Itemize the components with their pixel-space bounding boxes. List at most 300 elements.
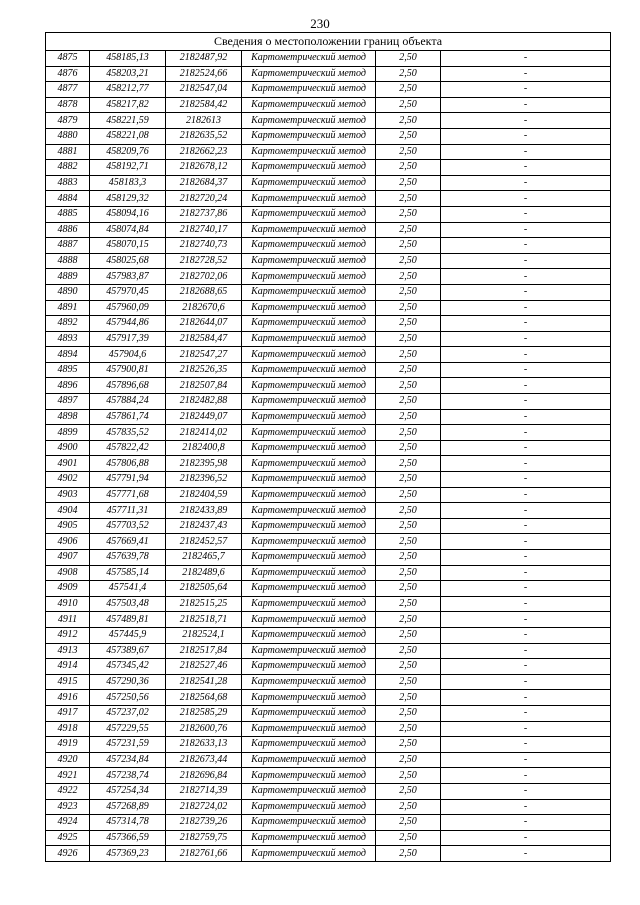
point-number-cell: 4924 [46,815,90,831]
method-cell: Картометрический метод [242,612,376,628]
x-coordinate-cell: 457229,55 [90,721,166,737]
table-row [46,518,611,534]
point-number-cell: 4883 [46,175,90,191]
method-cell: Картометрический метод [242,206,376,222]
description-cell: - [441,284,611,300]
method-cell: Картометрический метод [242,409,376,425]
table-row [46,799,611,815]
method-cell: Картометрический метод [242,284,376,300]
description-cell: - [441,113,611,129]
accuracy-cell: 2,50 [376,316,441,332]
x-coordinate-cell: 457861,74 [90,409,166,425]
description-cell: - [441,721,611,737]
y-coordinate-cell: 2182465,7 [166,550,242,566]
point-number-cell: 4908 [46,565,90,581]
method-cell: Картометрический метод [242,191,376,207]
x-coordinate-cell: 457238,74 [90,768,166,784]
description-cell: - [441,565,611,581]
y-coordinate-cell: 2182644,07 [166,316,242,332]
accuracy-cell: 2,50 [376,518,441,534]
method-cell: Картометрический метод [242,128,376,144]
x-coordinate-cell: 457445,9 [90,627,166,643]
point-number-cell: 4919 [46,737,90,753]
description-cell: - [441,144,611,160]
accuracy-cell: 2,50 [376,503,441,519]
point-number-cell: 4910 [46,596,90,612]
description-cell: - [441,394,611,410]
method-cell: Картометрический метод [242,425,376,441]
description-cell: - [441,51,611,67]
point-number-cell: 4879 [46,113,90,129]
point-number-cell: 4925 [46,830,90,846]
point-number-cell: 4917 [46,705,90,721]
accuracy-cell: 2,50 [376,362,441,378]
accuracy-cell: 2,50 [376,347,441,363]
point-number-cell: 4891 [46,300,90,316]
accuracy-cell: 2,50 [376,815,441,831]
accuracy-cell: 2,50 [376,752,441,768]
table-row [46,160,611,176]
table-row [46,97,611,113]
y-coordinate-cell: 2182759,75 [166,830,242,846]
y-coordinate-cell: 2182449,07 [166,409,242,425]
x-coordinate-cell: 457237,02 [90,705,166,721]
x-coordinate-cell: 457366,59 [90,830,166,846]
description-cell: - [441,581,611,597]
x-coordinate-cell: 457231,59 [90,737,166,753]
y-coordinate-cell: 2182737,86 [166,206,242,222]
method-cell: Картометрический метод [242,113,376,129]
accuracy-cell: 2,50 [376,659,441,675]
table-row [46,425,611,441]
table-row [46,581,611,597]
table-row [46,300,611,316]
point-number-cell: 4923 [46,799,90,815]
method-cell: Картометрический метод [242,472,376,488]
method-cell: Картометрический метод [242,362,376,378]
description-cell: - [441,347,611,363]
table-row [46,690,611,706]
description-cell: - [441,550,611,566]
point-number-cell: 4892 [46,316,90,332]
y-coordinate-cell: 2182489,6 [166,565,242,581]
table-row [46,440,611,456]
accuracy-cell: 2,50 [376,768,441,784]
accuracy-cell: 2,50 [376,534,441,550]
point-number-cell: 4914 [46,659,90,675]
accuracy-cell: 2,50 [376,238,441,254]
table-row [46,674,611,690]
table-row [46,550,611,566]
x-coordinate-cell: 457884,24 [90,394,166,410]
method-cell: Картометрический метод [242,269,376,285]
accuracy-cell: 2,50 [376,550,441,566]
table-row [46,487,611,503]
point-number-cell: 4882 [46,160,90,176]
method-cell: Картометрический метод [242,440,376,456]
y-coordinate-cell: 2182515,25 [166,596,242,612]
accuracy-cell: 2,50 [376,113,441,129]
accuracy-cell: 2,50 [376,643,441,659]
x-coordinate-cell: 457791,94 [90,472,166,488]
x-coordinate-cell: 457835,52 [90,425,166,441]
description-cell: - [441,815,611,831]
table-row [46,627,611,643]
method-cell: Картометрический метод [242,534,376,550]
description-cell: - [441,409,611,425]
table-row [46,534,611,550]
x-coordinate-cell: 457669,41 [90,534,166,550]
point-number-cell: 4909 [46,581,90,597]
description-cell: - [441,238,611,254]
y-coordinate-cell: 2182728,52 [166,253,242,269]
method-cell: Картометрический метод [242,144,376,160]
y-coordinate-cell: 2182518,71 [166,612,242,628]
table-row [46,51,611,67]
accuracy-cell: 2,50 [376,253,441,269]
description-cell: - [441,752,611,768]
y-coordinate-cell: 2182526,35 [166,362,242,378]
table-row [46,721,611,737]
table-row [46,362,611,378]
description-cell: - [441,253,611,269]
table-row [46,284,611,300]
table-row [46,175,611,191]
accuracy-cell: 2,50 [376,581,441,597]
method-cell: Картометрический метод [242,799,376,815]
point-number-cell: 4881 [46,144,90,160]
method-cell: Картометрический метод [242,783,376,799]
y-coordinate-cell: 2182761,66 [166,846,242,862]
y-coordinate-cell: 2182482,88 [166,394,242,410]
method-cell: Картометрический метод [242,705,376,721]
point-number-cell: 4913 [46,643,90,659]
table-row [46,191,611,207]
method-cell: Картометрический метод [242,581,376,597]
method-cell: Картометрический метод [242,487,376,503]
x-coordinate-cell: 458192,71 [90,160,166,176]
table-row [46,768,611,784]
table-row [46,456,611,472]
description-cell: - [441,456,611,472]
table-row [46,659,611,675]
accuracy-cell: 2,50 [376,222,441,238]
method-cell: Картометрический метод [242,550,376,566]
table-row [46,316,611,332]
y-coordinate-cell: 2182395,98 [166,456,242,472]
accuracy-cell: 2,50 [376,206,441,222]
point-number-cell: 4887 [46,238,90,254]
y-coordinate-cell: 2182696,84 [166,768,242,784]
table-row [46,565,611,581]
table-row [46,503,611,519]
point-number-cell: 4875 [46,51,90,67]
y-coordinate-cell: 2182414,02 [166,425,242,441]
y-coordinate-cell: 2182404,59 [166,487,242,503]
method-cell: Картометрический метод [242,721,376,737]
table-row [46,846,611,862]
description-cell: - [441,82,611,98]
y-coordinate-cell: 2182635,52 [166,128,242,144]
point-number-cell: 4896 [46,378,90,394]
point-number-cell: 4920 [46,752,90,768]
table-row [46,66,611,82]
point-number-cell: 4912 [46,627,90,643]
table-row [46,783,611,799]
y-coordinate-cell: 2182437,43 [166,518,242,534]
x-coordinate-cell: 457806,88 [90,456,166,472]
y-coordinate-cell: 2182584,42 [166,97,242,113]
description-cell: - [441,206,611,222]
accuracy-cell: 2,50 [376,830,441,846]
method-cell: Картометрический метод [242,300,376,316]
x-coordinate-cell: 457268,89 [90,799,166,815]
table-row [46,222,611,238]
accuracy-cell: 2,50 [376,456,441,472]
table-row [46,815,611,831]
table-row [46,596,611,612]
y-coordinate-cell: 2182547,27 [166,347,242,363]
point-number-cell: 4905 [46,518,90,534]
method-cell: Картометрический метод [242,674,376,690]
accuracy-cell: 2,50 [376,612,441,628]
x-coordinate-cell: 457944,86 [90,316,166,332]
x-coordinate-cell: 458209,76 [90,144,166,160]
y-coordinate-cell: 2182724,02 [166,799,242,815]
method-cell: Картометрический метод [242,160,376,176]
table-row [46,82,611,98]
point-number-cell: 4903 [46,487,90,503]
x-coordinate-cell: 457389,67 [90,643,166,659]
description-cell: - [441,596,611,612]
method-cell: Картометрический метод [242,456,376,472]
point-number-cell: 4877 [46,82,90,98]
point-number-cell: 4899 [46,425,90,441]
accuracy-cell: 2,50 [376,721,441,737]
point-number-cell: 4906 [46,534,90,550]
point-number-cell: 4876 [46,66,90,82]
point-number-cell: 4889 [46,269,90,285]
table-row [46,612,611,628]
accuracy-cell: 2,50 [376,596,441,612]
description-cell: - [441,705,611,721]
table-heading: Сведения о местоположении границ объекта [46,33,611,51]
x-coordinate-cell: 458074,84 [90,222,166,238]
point-number-cell: 4897 [46,394,90,410]
description-cell: - [441,97,611,113]
description-cell: - [441,300,611,316]
x-coordinate-cell: 458217,82 [90,97,166,113]
table-body [46,51,611,862]
accuracy-cell: 2,50 [376,705,441,721]
accuracy-cell: 2,50 [376,425,441,441]
point-number-cell: 4893 [46,331,90,347]
description-cell: - [441,160,611,176]
y-coordinate-cell: 2182584,47 [166,331,242,347]
method-cell: Картометрический метод [242,737,376,753]
y-coordinate-cell: 2182396,52 [166,472,242,488]
page-number: 230 [310,16,330,31]
table-row [46,378,611,394]
point-number-cell: 4926 [46,846,90,862]
x-coordinate-cell: 457896,68 [90,378,166,394]
y-coordinate-cell: 2182739,26 [166,815,242,831]
accuracy-cell: 2,50 [376,690,441,706]
table-row [46,830,611,846]
y-coordinate-cell: 2182688,65 [166,284,242,300]
x-coordinate-cell: 457900,81 [90,362,166,378]
x-coordinate-cell: 457314,78 [90,815,166,831]
point-number-cell: 4898 [46,409,90,425]
accuracy-cell: 2,50 [376,191,441,207]
point-number-cell: 4918 [46,721,90,737]
description-cell: - [441,331,611,347]
x-coordinate-cell: 457703,52 [90,518,166,534]
method-cell: Картометрический метод [242,830,376,846]
table-row [46,409,611,425]
method-cell: Картометрический метод [242,846,376,862]
accuracy-cell: 2,50 [376,799,441,815]
method-cell: Картометрический метод [242,627,376,643]
accuracy-cell: 2,50 [376,97,441,113]
table-row [46,643,611,659]
point-number-cell: 4902 [46,472,90,488]
point-number-cell: 4904 [46,503,90,519]
y-coordinate-cell: 2182740,73 [166,238,242,254]
accuracy-cell: 2,50 [376,128,441,144]
method-cell: Картометрический метод [242,222,376,238]
x-coordinate-cell: 457917,39 [90,331,166,347]
method-cell: Картометрический метод [242,752,376,768]
x-coordinate-cell: 457369,23 [90,846,166,862]
y-coordinate-cell: 2182740,17 [166,222,242,238]
accuracy-cell: 2,50 [376,144,441,160]
description-cell: - [441,362,611,378]
description-cell: - [441,222,611,238]
y-coordinate-cell: 2182585,29 [166,705,242,721]
x-coordinate-cell: 457585,14 [90,565,166,581]
table-row [46,331,611,347]
accuracy-cell: 2,50 [376,269,441,285]
accuracy-cell: 2,50 [376,175,441,191]
method-cell: Картометрический метод [242,66,376,82]
accuracy-cell: 2,50 [376,674,441,690]
y-coordinate-cell: 2182524,1 [166,627,242,643]
method-cell: Картометрический метод [242,347,376,363]
method-cell: Картометрический метод [242,331,376,347]
y-coordinate-cell: 2182452,57 [166,534,242,550]
method-cell: Картометрический метод [242,378,376,394]
description-cell: - [441,627,611,643]
method-cell: Картометрический метод [242,82,376,98]
accuracy-cell: 2,50 [376,66,441,82]
y-coordinate-cell: 2182662,23 [166,144,242,160]
y-coordinate-cell: 2182720,24 [166,191,242,207]
method-cell: Картометрический метод [242,316,376,332]
description-cell: - [441,425,611,441]
description-cell: - [441,66,611,82]
point-number-cell: 4878 [46,97,90,113]
table-row [46,269,611,285]
y-coordinate-cell: 2182600,76 [166,721,242,737]
method-cell: Картометрический метод [242,97,376,113]
y-coordinate-cell: 2182678,12 [166,160,242,176]
accuracy-cell: 2,50 [376,51,441,67]
y-coordinate-cell: 2182541,28 [166,674,242,690]
x-coordinate-cell: 457711,31 [90,503,166,519]
table-row [46,347,611,363]
y-coordinate-cell: 2182613 [166,113,242,129]
x-coordinate-cell: 457503,48 [90,596,166,612]
y-coordinate-cell: 2182524,66 [166,66,242,82]
point-number-cell: 4916 [46,690,90,706]
y-coordinate-cell: 2182400,8 [166,440,242,456]
method-cell: Картометрический метод [242,238,376,254]
accuracy-cell: 2,50 [376,846,441,862]
x-coordinate-cell: 458203,21 [90,66,166,82]
method-cell: Картометрический метод [242,815,376,831]
accuracy-cell: 2,50 [376,82,441,98]
x-coordinate-cell: 457822,42 [90,440,166,456]
point-number-cell: 4915 [46,674,90,690]
description-cell: - [441,175,611,191]
point-number-cell: 4921 [46,768,90,784]
description-cell: - [441,128,611,144]
y-coordinate-cell: 2182547,04 [166,82,242,98]
method-cell: Картометрический метод [242,643,376,659]
boundary-coordinates-table [45,32,611,862]
description-cell: - [441,768,611,784]
accuracy-cell: 2,50 [376,409,441,425]
y-coordinate-cell: 2182702,06 [166,269,242,285]
x-coordinate-cell: 458183,3 [90,175,166,191]
table-row [46,472,611,488]
table-row [46,752,611,768]
point-number-cell: 4884 [46,191,90,207]
x-coordinate-cell: 458212,77 [90,82,166,98]
y-coordinate-cell: 2182684,37 [166,175,242,191]
x-coordinate-cell: 457960,09 [90,300,166,316]
table-row [46,206,611,222]
accuracy-cell: 2,50 [376,284,441,300]
description-cell: - [441,191,611,207]
point-number-cell: 4907 [46,550,90,566]
description-cell: - [441,830,611,846]
point-number-cell: 4900 [46,440,90,456]
method-cell: Картометрический метод [242,394,376,410]
y-coordinate-cell: 2182633,13 [166,737,242,753]
description-cell: - [441,737,611,753]
method-cell: Картометрический метод [242,51,376,67]
point-number-cell: 4911 [46,612,90,628]
description-cell: - [441,659,611,675]
point-number-cell: 4894 [46,347,90,363]
accuracy-cell: 2,50 [376,394,441,410]
x-coordinate-cell: 457639,78 [90,550,166,566]
accuracy-cell: 2,50 [376,487,441,503]
point-number-cell: 4901 [46,456,90,472]
method-cell: Картометрический метод [242,596,376,612]
description-cell: - [441,643,611,659]
description-cell: - [441,799,611,815]
description-cell: - [441,378,611,394]
point-number-cell: 4880 [46,128,90,144]
description-cell: - [441,534,611,550]
x-coordinate-cell: 457290,36 [90,674,166,690]
description-cell: - [441,269,611,285]
x-coordinate-cell: 458094,16 [90,206,166,222]
x-coordinate-cell: 457254,34 [90,783,166,799]
